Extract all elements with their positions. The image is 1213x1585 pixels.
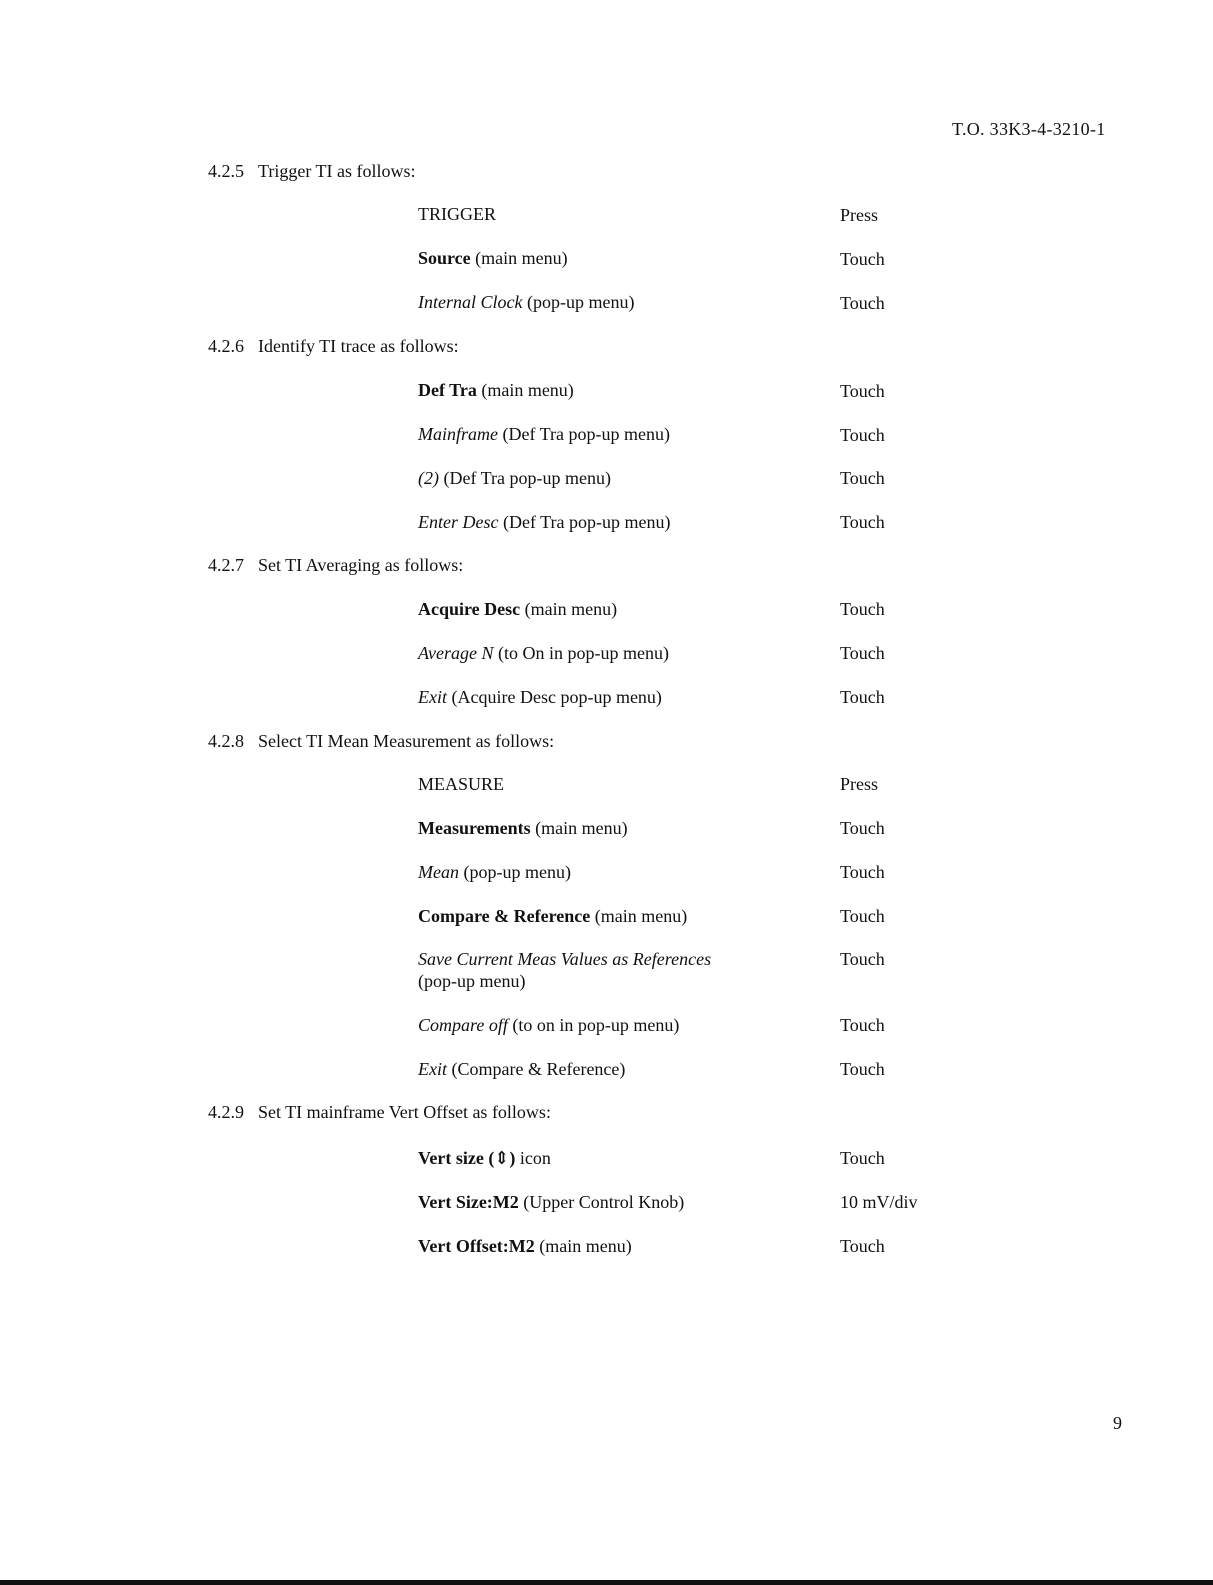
step-action: Press — [840, 774, 879, 794]
step-action: Touch — [840, 1148, 885, 1168]
step-text: (to On in pop-up menu) — [493, 643, 669, 663]
step-instruction — [418, 948, 711, 970]
section-title: Select TI Mean Measurement as follows: — [258, 731, 555, 751]
section-number: 4.2.7 — [208, 555, 244, 575]
section-heading — [208, 160, 416, 182]
up-down-arrow-icon: (⇕) — [488, 1148, 516, 1168]
step-instruction — [418, 203, 496, 225]
section-number: 4.2.6 — [208, 336, 244, 356]
step-text: MEASURE — [418, 774, 505, 794]
step-instruction — [418, 1235, 632, 1257]
step-italic-text: Average N — [418, 643, 494, 663]
step-italic-text: Exit — [418, 1059, 447, 1079]
step-text: (pop-up menu) — [418, 971, 526, 991]
step-text: TRIGGER — [418, 204, 496, 224]
step-action: Touch — [840, 1015, 885, 1035]
step-instruction-continued — [418, 970, 525, 992]
scan-edge-rule — [0, 1580, 1213, 1585]
step-text: (pop-up menu) — [458, 862, 571, 882]
step-text: (Def Tra pop-up menu) — [498, 512, 671, 532]
section-heading — [208, 335, 459, 357]
step-action: Touch — [840, 906, 885, 926]
step-action: Touch — [840, 381, 885, 401]
step-text: (Def Tra pop-up menu) — [439, 468, 611, 488]
step-instruction — [418, 686, 662, 708]
step-action: Touch — [840, 468, 885, 488]
step-instruction — [418, 247, 568, 269]
step-text: (pop-up menu) — [522, 292, 635, 312]
step-instruction — [418, 905, 687, 927]
step-bold-text: Vert Offset:M2 — [418, 1236, 535, 1256]
step-text: (Compare & Reference) — [447, 1059, 626, 1079]
step-text: icon — [515, 1148, 551, 1168]
step-action: Touch — [840, 249, 885, 269]
step-text: (main menu) — [590, 906, 688, 926]
step-text: (to on in pop-up menu) — [507, 1015, 680, 1035]
step-action: Touch — [840, 599, 885, 619]
step-bold-text: Def Tra — [418, 380, 477, 400]
section-number: 4.2.5 — [208, 161, 244, 181]
section-heading — [208, 730, 554, 752]
section-title: Set TI Averaging as follows: — [258, 555, 464, 575]
section-title: Identify TI trace as follows: — [258, 336, 459, 356]
step-bold-text: Measurements — [418, 818, 531, 838]
step-bold-text: Source — [418, 248, 471, 268]
step-action: Touch — [840, 949, 885, 969]
step-action: Touch — [840, 293, 885, 313]
step-instruction — [418, 1191, 684, 1213]
step-italic-text: Compare off — [418, 1015, 508, 1035]
step-text: (Acquire Desc pop-up menu) — [447, 687, 662, 707]
step-italic-text: Mean — [418, 862, 459, 882]
document-number: T.O. 33K3-4-3210-1 — [952, 119, 1106, 139]
step-action: Touch — [840, 862, 885, 882]
step-action: Touch — [840, 425, 885, 445]
step-bold-text: Vert size — [418, 1148, 484, 1168]
step-text: (Upper Control Knob) — [518, 1192, 685, 1212]
step-action: Touch — [840, 687, 885, 707]
section-heading — [208, 1101, 551, 1123]
step-instruction — [418, 1014, 679, 1036]
step-instruction — [418, 598, 617, 620]
step-bold-text: Acquire Desc — [418, 599, 521, 619]
step-italic-text: Internal Clock — [418, 292, 523, 312]
step-instruction — [418, 861, 571, 883]
step-italic-text: Save Current Meas Values as References — [418, 949, 712, 969]
step-instruction — [418, 1058, 625, 1080]
section-number: 4.2.9 — [208, 1102, 244, 1122]
step-italic-text: (2) — [418, 468, 439, 488]
section-title: Set TI mainframe Vert Offset as follows: — [258, 1102, 551, 1122]
step-text: (main menu) — [476, 380, 574, 400]
step-action: Touch — [840, 818, 885, 838]
section-title: Trigger TI as follows: — [258, 161, 416, 181]
step-instruction — [418, 642, 669, 664]
step-italic-text: Enter Desc — [418, 512, 499, 532]
step-action: Touch — [840, 643, 885, 663]
step-bold-text: Compare & Reference — [418, 906, 591, 926]
step-instruction — [418, 379, 574, 401]
step-instruction — [418, 467, 611, 489]
step-instruction — [418, 1147, 551, 1169]
step-instruction — [418, 773, 504, 795]
step-action: Touch — [840, 1059, 885, 1079]
page-number: 9 — [1113, 1413, 1122, 1433]
step-action: Touch — [840, 512, 885, 532]
step-instruction — [418, 291, 634, 313]
step-italic-text: Mainframe — [418, 424, 498, 444]
step-italic-text: Exit — [418, 687, 447, 707]
step-text: (main menu) — [534, 1236, 632, 1256]
step-action: 10 mV/div — [840, 1192, 918, 1212]
step-instruction — [418, 511, 670, 533]
step-action: Press — [840, 205, 879, 225]
step-text: (main menu) — [470, 248, 568, 268]
step-instruction — [418, 423, 670, 445]
step-text: (main menu) — [520, 599, 618, 619]
step-action: Touch — [840, 1236, 885, 1256]
section-heading — [208, 554, 463, 576]
step-instruction — [418, 817, 628, 839]
step-text: (main menu) — [530, 818, 628, 838]
section-number: 4.2.8 — [208, 731, 244, 751]
step-bold-text: Vert Size:M2 — [418, 1192, 519, 1212]
step-text: (Def Tra pop-up menu) — [498, 424, 670, 444]
